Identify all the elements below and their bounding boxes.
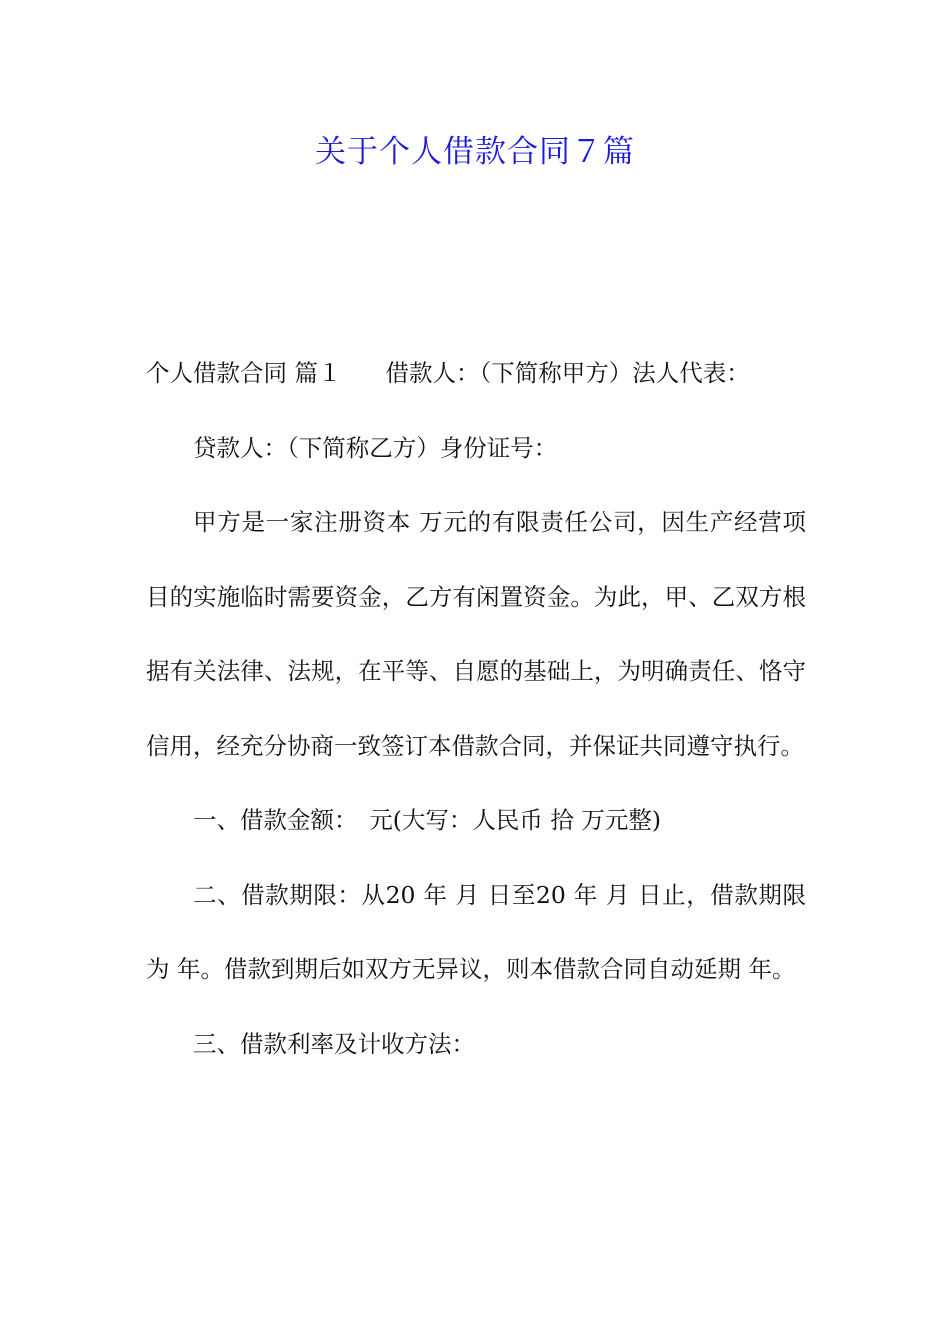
preamble-paragraph: 甲方是一家注册资本 万元的有限责任公司，因生产经营项目的实施临时需要资金，乙方有闲置资金。为此，甲、乙双方根据有关法律、法规，在平等、自愿的基础上，为明确责任、恪守信用，经充分协商一致签订本借款合同，并保证共同遵守执行。 — [146, 508, 806, 760]
clause-loan-amount: 一、借款金额： 元(大写：人民币 拾 万元整) — [193, 806, 662, 834]
borrower-line: 借款人：（下简称甲方）法人代表： — [385, 359, 750, 387]
contract-section-label: 个人借款合同 篇１ — [146, 359, 342, 387]
clause-loan-term: 二、借款期限：从20 年 月 日至20 年 月 日止，借款期限为 年。借款到期后如双方无异议，则本借款合同自动延期 年。 — [146, 880, 806, 983]
document-title: 关于个人借款合同７篇 — [315, 134, 635, 170]
clause-interest-rate: 三、借款利率及计收方法： — [193, 1029, 475, 1058]
lender-line: 贷款人：（下简称乙方）身份证号： — [193, 433, 558, 462]
heading-line — [146, 336, 806, 411]
document-body — [146, 336, 806, 1081]
